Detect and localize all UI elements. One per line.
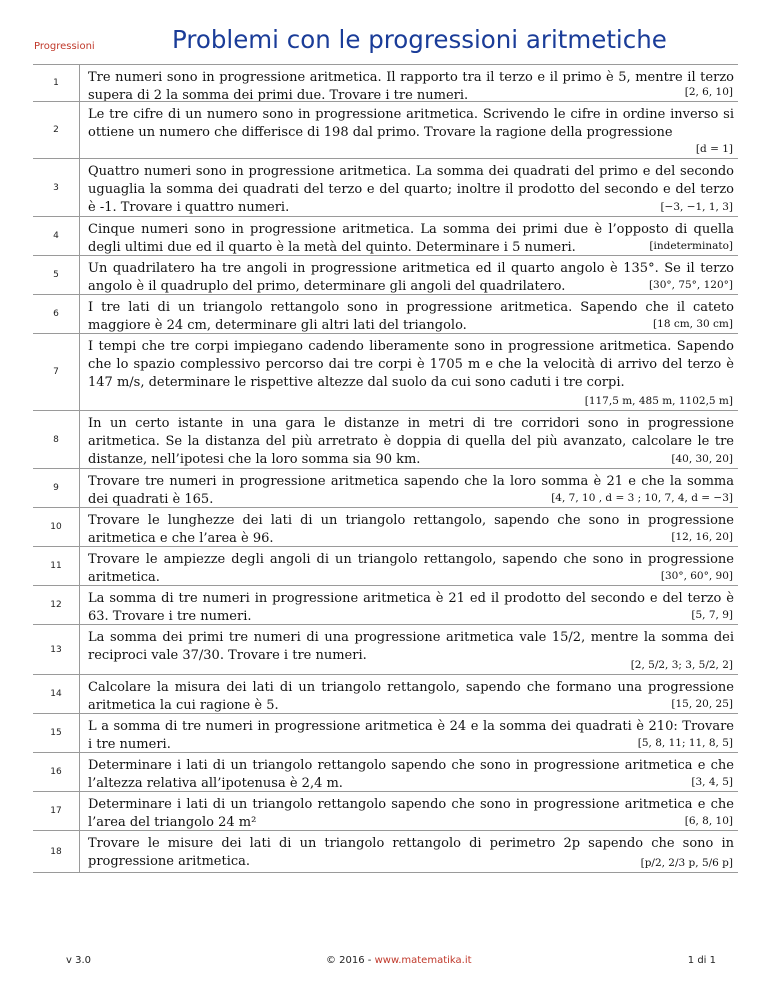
problem-text: La somma dei primi tre numeri di una progressione aritmetica vale 15/2, mentre la somma dei reciproci vale 37/30. Trovare i tre numeri. xyxy=(88,630,734,663)
problem-body xyxy=(80,831,738,872)
page-title: Problemi con le progressioni aritmetiche xyxy=(172,25,667,54)
problem-body xyxy=(80,508,738,546)
problem-body xyxy=(80,217,738,255)
problem-row xyxy=(33,791,738,830)
problem-body xyxy=(80,256,738,294)
page-number: 1 di 1 xyxy=(687,955,716,966)
problem-number: 17 xyxy=(33,792,80,830)
problem-body xyxy=(80,159,738,216)
problem-row xyxy=(33,752,738,791)
site-link[interactable]: www.matematika.it xyxy=(374,955,472,966)
problem-number: 8 xyxy=(33,411,80,468)
problem-row xyxy=(33,216,738,255)
problem-row xyxy=(33,158,738,216)
problem-row xyxy=(33,333,738,410)
problem-number: 13 xyxy=(33,625,80,674)
problem-row xyxy=(33,624,738,674)
problem-text: L a somma di tre numeri in progressione aritmetica è 24 e la somma dei quadrati è 210: Trovare i tre numeri. xyxy=(88,719,734,752)
problem-text: Trovare le lunghezze dei lati di un triangolo rettangolo, sapendo che sono in progressione aritmetica e che l’area è 96. xyxy=(88,513,734,546)
problem-answer: [30°, 75°, 120°] xyxy=(648,279,733,291)
problem-number: 18 xyxy=(33,831,80,872)
problem-answer: [4, 7, 10 , d = 3 ; 10, 7, 4, d = −3] xyxy=(551,492,733,504)
problem-text: In un certo istante in una gara le distanze in metri di tre corridori sono in progressione aritmetica. Se la distanza del più arretrato è doppia di quella del più avanzato, calcolare le tre distanze, nell’ipotesi che la loro somma sia 90 km. xyxy=(88,416,734,467)
problem-row xyxy=(33,64,738,101)
problem-answer: [−3, −1, 1, 3] xyxy=(660,201,733,213)
problem-row xyxy=(33,713,738,752)
problem-number: 6 xyxy=(33,295,80,333)
problem-answer: [d = 1] xyxy=(695,143,733,155)
problem-text: Determinare i lati di un triangolo rettangolo sapendo che sono in progressione aritmetica e che l’altezza relativa all’ipotenusa è 2,4 m. xyxy=(88,758,734,791)
problem-body xyxy=(80,102,738,158)
problem-number: 2 xyxy=(33,102,80,158)
problem-number: 12 xyxy=(33,586,80,624)
problem-answer: [2, 6, 10] xyxy=(684,86,733,98)
problem-answer: [6, 8, 10] xyxy=(684,815,733,827)
problem-row xyxy=(33,830,738,873)
problem-answer: [indeterminato] xyxy=(649,240,733,252)
problem-body xyxy=(80,714,738,752)
problem-number: 7 xyxy=(33,334,80,410)
problem-body xyxy=(80,295,738,333)
problem-body xyxy=(80,547,738,585)
problem-text: Tre numeri sono in progressione aritmetica. Il rapporto tra il terzo e il primo è 5, mentre il terzo supera di 2 la somma dei primi due. Trovare i tre numeri. xyxy=(88,70,734,101)
problem-answer: [18 cm, 30 cm] xyxy=(653,318,733,330)
problem-answer: [12, 16, 20] xyxy=(671,531,733,543)
problem-answer: [117,5 m, 485 m, 1102,5 m] xyxy=(584,395,733,407)
problem-text: La somma di tre numeri in progressione aritmetica è 21 ed il prodotto del secondo e del terzo è 63. Trovare i tre numeri. xyxy=(88,591,734,624)
problem-answer: [15, 20, 25] xyxy=(671,698,733,710)
problem-number: 3 xyxy=(33,159,80,216)
problem-text: Determinare i lati di un triangolo rettangolo sapendo che sono in progressione aritmetica e che l’area del triangolo 24 m² xyxy=(88,797,734,830)
problem-row xyxy=(33,507,738,546)
problem-row xyxy=(33,255,738,294)
problem-row xyxy=(33,546,738,585)
problem-number: 11 xyxy=(33,547,80,585)
problem-body xyxy=(80,625,738,674)
problem-answer: [5, 7, 9] xyxy=(691,609,733,621)
problem-answer: [3, 4, 5] xyxy=(691,776,733,788)
problem-text: Quattro numeri sono in progressione aritmetica. La somma dei quadrati del primo e del secondo uguaglia la somma dei quadrati del terzo e del quarto; inoltre il prodotto del secondo e del terzo è -1. Trovare i quattro numeri. xyxy=(88,164,734,215)
problem-body xyxy=(80,65,738,101)
problem-list xyxy=(33,64,738,873)
problem-answer: [5, 8, 11; 11, 8, 5] xyxy=(637,737,733,749)
problem-row xyxy=(33,585,738,624)
problem-text: Trovare le ampiezze degli angoli di un triangolo rettangolo, sapendo che sono in progressione aritmetica. xyxy=(88,552,734,585)
footer-copyright xyxy=(326,955,472,966)
copyright-text: © 2016 - xyxy=(326,955,375,966)
problem-number: 5 xyxy=(33,256,80,294)
problem-number: 10 xyxy=(33,508,80,546)
problem-answer: [30°, 60°, 90] xyxy=(660,570,733,582)
problem-row xyxy=(33,468,738,507)
problem-number: 4 xyxy=(33,217,80,255)
problem-number: 15 xyxy=(33,714,80,752)
problem-answer: [p/2, 2/3 p, 5/6 p] xyxy=(640,857,733,869)
problem-row xyxy=(33,410,738,468)
problem-number: 9 xyxy=(33,469,80,507)
problem-row xyxy=(33,674,738,713)
problem-text: Calcolare la misura dei lati di un triangolo rettangolo, sapendo che formano una progressione aritmetica la cui ragione è 5. xyxy=(88,680,734,713)
problem-row xyxy=(33,101,738,158)
problem-text: Le tre cifre di un numero sono in progressione aritmetica. Scrivendo le cifre in ordine inverso si ottiene un numero che differisce di 198 dal primo. Trovare la ragione della progressione xyxy=(88,107,734,140)
problem-answer: [2, 5/2, 3; 3, 5/2, 2] xyxy=(630,659,733,671)
problem-text: Un quadrilatero ha tre angoli in progressione aritmetica ed il quarto angolo è 135°. Se il terzo angolo è il quadruplo del primo, determinare gli angoli del quadrilatero. xyxy=(88,261,734,294)
problem-text: Cinque numeri sono in progressione aritmetica. La somma dei primi due è l’opposto di quella degli ultimi due ed il quarto è la metà del quinto. Determinare i 5 numeri. xyxy=(88,222,734,255)
problem-body xyxy=(80,334,738,410)
problem-body xyxy=(80,792,738,830)
problem-answer: [40, 30, 20] xyxy=(671,453,733,465)
problem-body xyxy=(80,753,738,791)
section-label: Progressioni xyxy=(34,41,95,52)
problem-number: 1 xyxy=(33,65,80,101)
problem-number: 16 xyxy=(33,753,80,791)
problem-body xyxy=(80,675,738,713)
problem-body xyxy=(80,411,738,468)
footer-version: v 3.0 xyxy=(66,955,91,966)
problem-text: I tre lati di un triangolo rettangolo sono in progressione aritmetica. Sapendo che il cateto maggiore è 24 cm, determinare gli altri lati del triangolo. xyxy=(88,300,734,333)
problem-body xyxy=(80,586,738,624)
problem-number: 14 xyxy=(33,675,80,713)
problem-body xyxy=(80,469,738,507)
problem-text: I tempi che tre corpi impiegano cadendo liberamente sono in progressione aritmetica. Sapendo che lo spazio complessivo percorso dai tre corpi è 1705 m e che la velocità di arrivo del terzo è 147 m/s, determinare le rispettive altezze dal suolo da cui sono caduti i tre corpi. xyxy=(88,339,734,390)
problem-row xyxy=(33,294,738,333)
problem-text: Trovare le misure dei lati di un triangolo rettangolo di perimetro 2p sapendo che sono in progressione aritmetica. xyxy=(88,836,734,869)
problem-text: Trovare tre numeri in progressione aritmetica sapendo che la loro somma è 21 e che la somma dei quadrati è 165. xyxy=(88,474,734,507)
